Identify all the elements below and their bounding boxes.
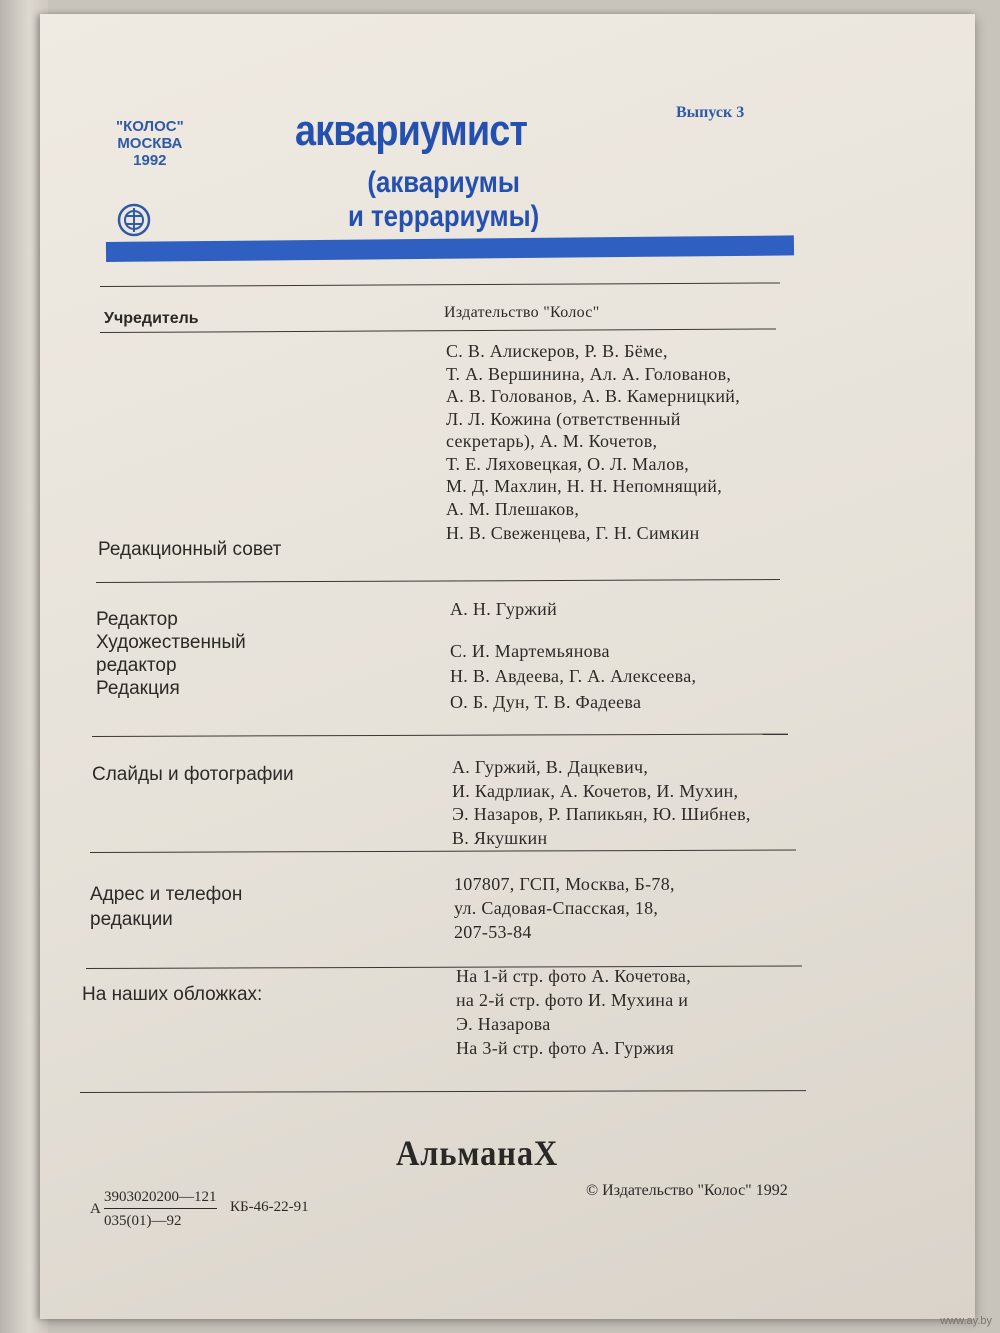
publisher-name: "КОЛОС" xyxy=(116,118,184,135)
address-label-1: Адрес и телефон xyxy=(90,884,243,905)
board-line: Т. А. Вершинина, Ал. А. Голованов, xyxy=(446,363,732,384)
address-label-2: редакции xyxy=(90,909,173,930)
photo-line: В. Якушкин xyxy=(452,827,548,848)
editor-value: А. Н. Гуржий xyxy=(450,599,558,619)
editorial-board-label: Редакционный совет xyxy=(98,539,282,560)
divider-line xyxy=(92,734,788,737)
publisher-emblem-icon xyxy=(116,202,152,238)
cover-credit-line: На 3-й стр. фото А. Гуржия xyxy=(456,1038,675,1058)
staff-line: О. Б. Дун, Т. В. Фадеева xyxy=(450,692,642,712)
blue-divider-bar xyxy=(106,235,794,262)
code-denominator: 035(01)—92 xyxy=(104,1213,182,1229)
photos-label: Слайды и фотографии xyxy=(92,764,294,785)
publisher-block xyxy=(116,118,184,169)
editor-label: Редактор xyxy=(96,609,178,630)
subtitle-line-1: (аквариумы xyxy=(367,166,520,199)
covers-label: На наших обложках: xyxy=(82,984,263,1005)
divider-line xyxy=(100,328,776,333)
copyright-notice: © Издательство "Колос" 1992 xyxy=(586,1182,788,1199)
magazine-title: аквариумист xyxy=(295,106,528,155)
covers-credits xyxy=(456,964,691,1060)
board-line: Н. В. Свеженцева, Г. Н. Симкин xyxy=(446,523,700,543)
board-line: М. Д. Махлин, Н. Н. Непомнящий, xyxy=(446,476,723,496)
divider-line xyxy=(100,282,780,287)
code-prefix: А xyxy=(90,1201,101,1217)
editors-labels xyxy=(96,608,246,700)
photo-line: А. Гуржий, В. Дацкевич, xyxy=(452,757,649,777)
address-value xyxy=(454,872,675,944)
almanac-label: АльманаХ xyxy=(396,1133,559,1173)
founder-label: Учредитель xyxy=(104,310,199,327)
code-numerator: 3903020200—121 xyxy=(104,1189,217,1209)
art-editor-label-2: редактор xyxy=(96,655,177,676)
code-kb: КБ-46-22-91 xyxy=(230,1199,309,1215)
cover-credit-line: Э. Назарова xyxy=(456,1014,551,1034)
board-line: Л. Л. Кожина (ответственный xyxy=(446,408,681,429)
publisher-city: МОСКВА xyxy=(117,135,183,152)
book-page xyxy=(40,14,975,1319)
photo-line: Э. Назаров, Р. Папикьян, Ю. Шибнев, xyxy=(452,804,751,824)
editorial-board-list xyxy=(446,340,740,520)
address-labels xyxy=(90,882,242,932)
address-line: 107807, ГСП, Москва, Б-78, xyxy=(454,874,675,894)
art-editor-label-1: Художественный xyxy=(96,632,246,653)
photos-list xyxy=(452,756,751,850)
editors-values xyxy=(450,640,696,714)
editorial-staff-label: Редакция xyxy=(96,678,180,699)
staff-line: Н. В. Авдеева, Г. А. Алексеева, xyxy=(450,665,697,686)
board-line: С. В. Алискеров, Р. В. Бёме, xyxy=(446,341,668,361)
watermark: www.ay.by xyxy=(940,1315,992,1327)
divider-line xyxy=(90,850,796,853)
board-line: А. В. Голованов, А. В. Камерницкий, xyxy=(446,386,741,406)
subtitle-line-2: и террариумы) xyxy=(348,200,540,233)
divider-line xyxy=(86,966,802,969)
divider-line xyxy=(96,579,780,583)
board-line: секретарь), А. М. Кочетов, xyxy=(446,431,658,451)
issue-number: Выпуск 3 xyxy=(676,104,745,121)
magazine-subtitle xyxy=(348,166,539,234)
art-editor-value: С. И. Мартемьянова xyxy=(450,641,610,661)
board-line: А. М. Плешаков, xyxy=(446,498,580,519)
divider-line xyxy=(80,1090,806,1093)
publisher-year: 1992 xyxy=(133,152,167,169)
cover-credit-line: на 2-й стр. фото И. Мухина и xyxy=(456,990,689,1010)
address-line: ул. Садовая-Спасская, 18, xyxy=(454,898,659,918)
cover-credit-line: На 1-й стр. фото А. Кочетова, xyxy=(456,966,692,986)
founder-value: Издательство "Колос" xyxy=(444,304,600,321)
board-line: Т. Е. Ляховецкая, О. Л. Малов, xyxy=(446,453,690,474)
photo-line: И. Кадрлиак, А. Кочетов, И. Мухин, xyxy=(452,780,739,801)
phone-number: 207-53-84 xyxy=(454,922,532,942)
